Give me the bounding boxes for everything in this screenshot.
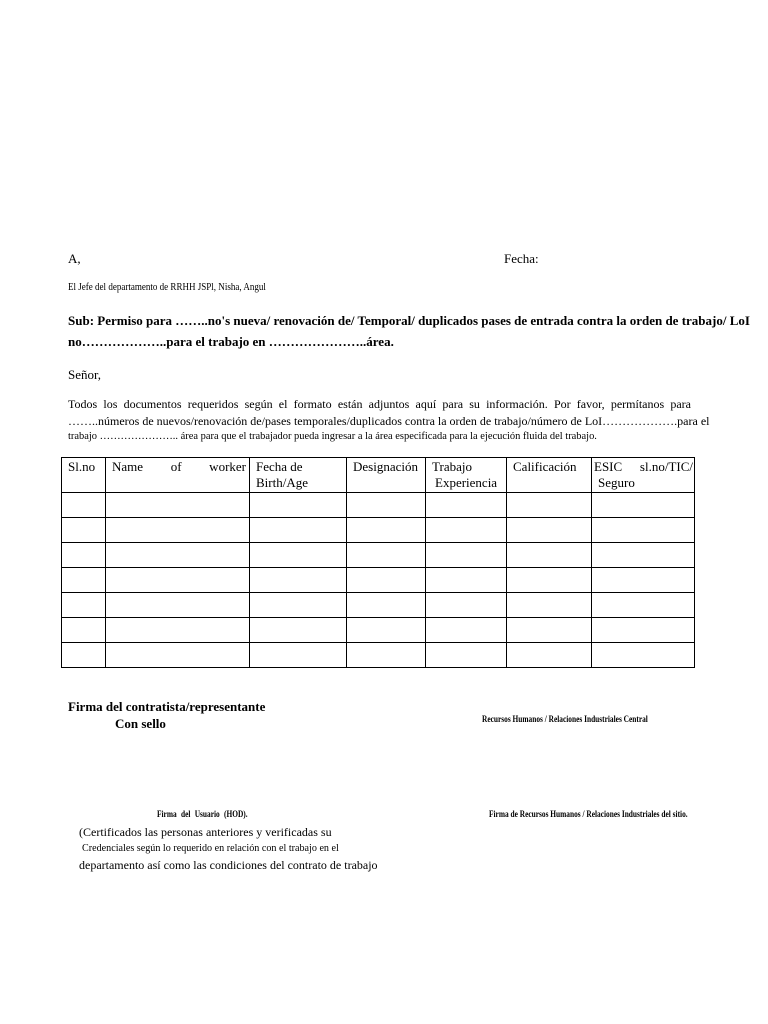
table-cell — [426, 518, 507, 543]
body-word: están — [337, 397, 363, 411]
table-cell — [592, 518, 695, 543]
table-cell — [347, 643, 426, 668]
table-cell — [507, 568, 592, 593]
body-word: formato — [293, 397, 332, 411]
table-cell — [106, 493, 250, 518]
table-cell — [347, 518, 426, 543]
table-cell — [592, 593, 695, 618]
table-cell — [507, 643, 592, 668]
table-cell — [62, 568, 106, 593]
table-cell — [507, 593, 592, 618]
subject-line-2: no………………..para el trabajo en …………………..área. — [68, 334, 394, 349]
table-cell — [106, 593, 250, 618]
hr-site-signature-label: Firma de Recursos Humanos / Relaciones Industriales del sitio. — [489, 809, 688, 819]
body-word: Por — [553, 397, 571, 411]
table-cell — [347, 593, 426, 618]
table-cell — [106, 618, 250, 643]
table-cell — [592, 618, 695, 643]
table-row — [62, 618, 695, 643]
note-line-3: departamento así como las condiciones del contrato de trabajo — [79, 858, 378, 872]
body-word: el — [278, 397, 288, 411]
table-cell — [347, 493, 426, 518]
table-cell — [62, 618, 106, 643]
table-cell — [426, 618, 507, 643]
table-cell — [592, 493, 695, 518]
worker-table — [61, 457, 695, 668]
recipient-salutation: A, — [68, 251, 81, 266]
table-cell — [426, 643, 507, 668]
hr-central-signature-label: Recursos Humanos / Relaciones Industriales Central — [482, 714, 648, 724]
column-header-designation: Designación — [347, 458, 426, 493]
table-cell — [62, 493, 106, 518]
body-word: su — [469, 397, 480, 411]
table-cell — [347, 543, 426, 568]
body-word: según — [244, 397, 273, 411]
body-paragraph-line-2: ……..números de nuevos/renovación de/pases temporales/duplicados contra la orden de trabajo/número de LoI……………….para el — [68, 414, 710, 428]
table-cell — [62, 543, 106, 568]
column-header-experience: Trabajo Experiencia — [426, 458, 507, 493]
salutation: Señor, — [68, 367, 102, 382]
table-cell — [507, 493, 592, 518]
esic-header-word: sl.no/TIC/ — [639, 459, 693, 474]
table-cell — [106, 518, 250, 543]
table-row — [62, 493, 695, 518]
table-cell — [426, 568, 507, 593]
table-cell — [507, 518, 592, 543]
table-cell — [426, 593, 507, 618]
body-word: Todos — [68, 397, 98, 411]
column-header-birth: Fecha de Birth/Age — [250, 458, 347, 493]
body-word: aquí — [415, 397, 437, 411]
table-cell — [62, 643, 106, 668]
subject-line-1: Sub: Permiso para ……..no's nueva/ renovación de/ Temporal/ duplicados pases de entrada contra la orden de trabajo/ LoI — [68, 313, 750, 328]
table-cell — [592, 568, 695, 593]
table-cell — [62, 518, 106, 543]
body-word: información. — [486, 397, 548, 411]
table-row — [62, 518, 695, 543]
body-word: los — [103, 397, 118, 411]
user-hod-signature-label: Firma del Usuario (HOD). — [157, 809, 248, 819]
body-word: para — [442, 397, 464, 411]
addressee-line: El Jefe del departamento de RRHH JSPl, Nisha, Angul — [68, 281, 266, 293]
table-cell — [592, 643, 695, 668]
table-cell — [250, 643, 347, 668]
note-line-1: (Certificados las personas anteriores y verificadas su — [79, 825, 332, 839]
table-cell — [250, 493, 347, 518]
body-paragraph-line-3: trabajo ………………….. área para que el trabajador pueda ingresar a la área especificada para la ejecución fluida del trabajo. — [68, 430, 597, 442]
table-cell — [250, 593, 347, 618]
table-row — [62, 568, 695, 593]
contractor-signature-label: Firma del contratista/representante — [68, 699, 266, 714]
table-row — [62, 543, 695, 568]
table-cell — [106, 643, 250, 668]
body-word: permítanos — [610, 397, 665, 411]
column-header-qualification: Calificación — [507, 458, 592, 493]
body-word: para — [670, 397, 691, 411]
table-cell — [507, 543, 592, 568]
contractor-seal-label: Con sello — [115, 716, 166, 731]
date-label: Fecha: — [504, 251, 539, 266]
table-cell — [250, 518, 347, 543]
column-header-slno: Sl.no — [62, 458, 106, 493]
table-row — [62, 643, 695, 668]
body-word: adjuntos — [368, 397, 410, 411]
table-cell — [106, 568, 250, 593]
body-word: favor, — [576, 397, 605, 411]
esic-header-word: ESIC — [594, 459, 623, 474]
table-cell — [106, 543, 250, 568]
body-word: requeridos — [187, 397, 239, 411]
table-cell — [250, 568, 347, 593]
table-header-row — [62, 458, 695, 493]
table-cell — [426, 543, 507, 568]
column-header-esic: ESIC sl.no/TIC/ Seguro — [592, 458, 695, 493]
column-header-name: Name of worker — [106, 458, 250, 493]
table-cell — [592, 543, 695, 568]
table-cell — [250, 543, 347, 568]
table-cell — [62, 593, 106, 618]
body-paragraph-line-1 — [68, 397, 691, 412]
table-cell — [347, 568, 426, 593]
table-cell — [507, 618, 592, 643]
body-word: documentos — [123, 397, 182, 411]
table-cell — [426, 493, 507, 518]
note-line-2: Credenciales según lo requerido en relación con el trabajo en el — [82, 842, 339, 854]
table-cell — [250, 618, 347, 643]
table-cell — [347, 618, 426, 643]
table-row — [62, 593, 695, 618]
